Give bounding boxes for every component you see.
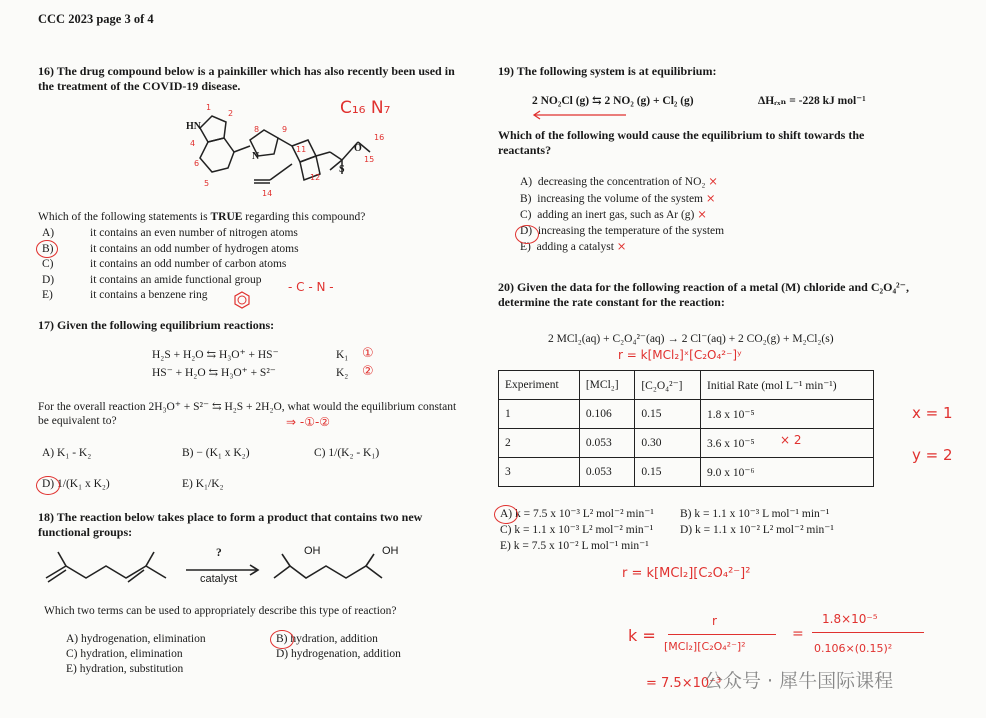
q20-note-y: y = 2 <box>912 446 953 464</box>
q16-option-c[interactable]: C) it contains an odd number of carbon atoms <box>42 258 287 270</box>
q20-option-e[interactable]: E) k = 7.5 x 10⁻² L mol⁻¹ min⁻¹ <box>500 540 649 552</box>
q20-note-frac-num: r <box>712 614 717 628</box>
q19-option-d[interactable]: D) increasing the temperature of the system <box>520 224 725 237</box>
table-cell: 0.053 <box>579 429 635 458</box>
q17-prompt: For the overall reaction 2H₃O⁺ + S²⁻ ⇆ H₂S + 2H₂O, what would the equilibrium constant be equivalent to? <box>38 401 457 427</box>
q16-option-d[interactable]: D) it contains an amide functional group <box>42 273 262 286</box>
mol-label-hn: HN <box>186 121 201 132</box>
q18-arrow-bottom: catalyst <box>200 573 238 585</box>
watermark: 公众号 · 犀牛国际课程 <box>704 670 894 692</box>
table-row <box>499 400 874 429</box>
q20-equation: 2 MCl₂(aq) + C₂O₄²⁻(aq) → 2 Cl⁻(aq) + 2 CO₂(g) + M₂Cl₂(s) <box>548 333 834 345</box>
svg-text:5: 5 <box>204 179 210 188</box>
q17-option-c[interactable]: C) 1/(K₂ - K₁) <box>314 447 380 459</box>
svg-text:4: 4 <box>190 139 196 148</box>
table-cell: 0.106 <box>579 400 635 429</box>
q17-equation-2: HS⁻ + H₂O ⇆ H₃O⁺ + S²⁻ <box>152 367 276 379</box>
mol-label-s: S <box>339 164 345 175</box>
table-cell: 9.0 x 10⁻⁶ <box>701 458 874 487</box>
q20-note-frac-den: [MCl₂][C₂O₄²⁻]² <box>664 640 746 653</box>
q18-answer-circle <box>270 630 294 649</box>
page-header: CCC 2023 page 3 of 4 <box>38 12 154 26</box>
q18-prompt: Which two terms can be used to appropriately describe this type of reaction? <box>44 605 397 617</box>
q18-oh-1: OH <box>304 545 321 557</box>
q17-note: ⇒ -①-② <box>286 415 331 429</box>
q20-note-rate-law: r = k[MCl₂]ˣ[C₂O₄²⁻]ʸ <box>618 348 742 362</box>
svg-text:12: 12 <box>310 173 321 182</box>
svg-text:14: 14 <box>262 189 273 198</box>
fraction-bar <box>812 632 924 633</box>
q16-option-e[interactable]: E) it contains a benzene ring <box>42 289 208 301</box>
table-header: Initial Rate (mol L⁻¹ min⁻¹) <box>701 371 874 400</box>
q17-option-e[interactable]: E) K₁/K₂ <box>182 478 224 490</box>
benzene-sketch-icon <box>232 290 252 310</box>
svg-text:1: 1 <box>206 103 212 112</box>
q19-option-c[interactable]: C) adding an inert gas, such as Ar (g) × <box>520 207 707 221</box>
q17-option-d[interactable]: D) 1/(K₁ x K₂) <box>42 478 110 490</box>
q19-enthalpy: ΔHᵣₓₙ = -228 kJ mol⁻¹ <box>758 95 866 107</box>
q18-oh-2: OH <box>382 545 399 557</box>
q19-option-e[interactable]: E) adding a catalyst × <box>520 239 627 253</box>
q20-option-d[interactable]: D) k = 1.1 x 10⁻² L² mol⁻² min⁻¹ <box>680 524 834 536</box>
table-row <box>499 429 874 458</box>
mol-label-n: N <box>252 151 260 162</box>
q18-reaction-scheme <box>40 548 420 594</box>
q17-stem: 17) Given the following equilibrium reactions: <box>38 318 275 332</box>
q20-note-k: k = <box>628 626 656 645</box>
q20-note-eq: = <box>792 626 804 642</box>
table-header-row <box>499 371 874 400</box>
table-header: Experiment <box>499 371 580 400</box>
q20-note-x2: × 2 <box>780 433 802 447</box>
table-row <box>499 458 874 487</box>
mol-label-o: O <box>354 143 362 154</box>
table-cell: 0.15 <box>635 400 701 429</box>
q19-answer-circle <box>515 225 539 244</box>
q20-stem: 20) Given the data for the following reaction of a metal (M) chloride and C₂O₄²⁻, determine the rate constant for the reaction: <box>498 280 909 309</box>
q19-prompt: Which of the following would cause the equilibrium to shift towards the reactants? <box>498 128 865 157</box>
q16-answer-circle <box>36 240 58 258</box>
q20-note-x: x = 1 <box>912 404 953 422</box>
q19-equation: 2 NO₂Cl (g) ⇆ 2 NO₂ (g) + Cl₂ (g) <box>532 95 694 107</box>
q18-option-a[interactable]: A) hydrogenation, elimination <box>66 633 206 645</box>
q17-k2: K₂ <box>336 367 349 379</box>
fraction-bar <box>668 634 776 635</box>
q16-option-a[interactable]: A) it contains an even number of nitrogen atoms <box>42 227 298 239</box>
svg-text:6: 6 <box>194 159 200 168</box>
svg-text:15: 15 <box>364 155 375 164</box>
svg-text:16: 16 <box>374 133 385 142</box>
q17-option-a[interactable]: A) K₁ - K₂ <box>42 447 92 459</box>
q20-note-val-num: 1.8×10⁻⁵ <box>822 612 878 626</box>
q20-note-rate-law-2: r = k[MCl₂][C₂O₄²⁻]² <box>622 566 751 581</box>
q17-equation-1: H₂S + H₂O ⇆ H₃O⁺ + HS⁻ <box>152 349 279 361</box>
table-cell: 0.15 <box>635 458 701 487</box>
q18-option-c[interactable]: C) hydration, elimination <box>66 648 183 660</box>
q20-option-a[interactable]: A) k = 7.5 x 10⁻³ L² mol⁻² min⁻¹ <box>500 508 654 520</box>
q20-answer-circle <box>494 505 518 524</box>
table-cell: 2 <box>499 429 580 458</box>
q16-prompt: Which of the following statements is TRUE regarding this compound? <box>38 211 366 223</box>
q18-option-d[interactable]: D) hydrogenation, addition <box>276 648 401 660</box>
svg-text:11: 11 <box>296 145 307 154</box>
table-header: [C₂O₄²⁻] <box>635 371 701 400</box>
q18-arrow-top: ? <box>216 547 222 559</box>
q19-stem: 19) The following system is at equilibrium: <box>498 64 717 78</box>
q20-note-bottom: = 7.5×10⁻³ <box>646 676 722 691</box>
q19-underline-arrow-icon <box>530 110 630 120</box>
q16-options <box>42 226 299 304</box>
table-cell: 0.053 <box>579 458 635 487</box>
q17-mark-2: ② <box>362 364 374 379</box>
q16-stem: 16) The drug compound below is a painkiller which has also recently been used in the treatment of the COVID-19 disease. <box>38 64 455 93</box>
q17-option-b[interactable]: B) − (K₁ x K₂) <box>182 447 250 459</box>
q19-options <box>520 174 724 256</box>
table-cell: 0.30 <box>635 429 701 458</box>
q20-rate-table <box>498 370 874 487</box>
q20-option-c[interactable]: C) k = 1.1 x 10⁻³ L² mol⁻² min⁻¹ <box>500 524 654 536</box>
q19-option-b[interactable]: B) increasing the volume of the system × <box>520 190 716 205</box>
q16-note-formula: C₁₆ N₇ <box>340 98 391 118</box>
q17-k1: K₁ <box>336 349 349 361</box>
table-cell: 3.6 x 10⁻⁵ <box>701 429 874 458</box>
q16-note-amide: - C - N - <box>288 280 334 294</box>
q17-mark-1: ① <box>362 346 374 361</box>
svg-text:8: 8 <box>254 125 260 134</box>
table-cell: 3 <box>499 458 580 487</box>
q18-option-e[interactable]: E) hydration, substitution <box>66 663 184 675</box>
q17-answer-circle <box>36 476 60 495</box>
q18-stem: 18) The reaction below takes place to form a product that contains two new functional groups: <box>38 510 423 539</box>
q20-note-val-den: 0.106×(0.15)² <box>814 642 893 655</box>
q19-option-a[interactable]: A) decreasing the concentration of NO₂ × <box>520 174 718 188</box>
svg-text:9: 9 <box>282 125 288 134</box>
table-cell: 1 <box>499 400 580 429</box>
q18-option-b[interactable]: B) hydration, addition <box>276 633 378 645</box>
table-header: [MCl₂] <box>579 371 635 400</box>
svg-text:2: 2 <box>228 109 234 118</box>
table-cell: 1.8 x 10⁻⁵ <box>701 400 874 429</box>
q16-option-b[interactable]: B) it contains an odd number of hydrogen atoms <box>42 242 299 255</box>
q20-option-b[interactable]: B) k = 1.1 x 10⁻³ L mol⁻¹ min⁻¹ <box>680 508 830 520</box>
